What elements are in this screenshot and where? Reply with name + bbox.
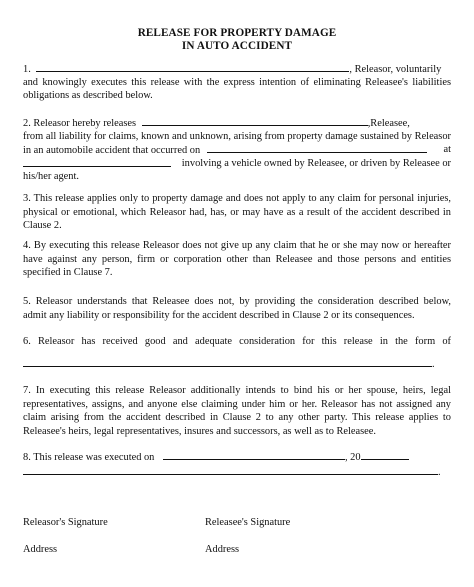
accident-location-blank[interactable] — [23, 157, 171, 167]
releasor-name-blank[interactable] — [36, 62, 349, 72]
document-title-line2: IN AUTO ACCIDENT — [181, 40, 293, 52]
clause-7 — [23, 384, 451, 438]
clause-3-text-a: 3. This release applies only to property damage and does not apply to any claim for personal injuries, — [23, 193, 451, 204]
execution-place-blank[interactable] — [23, 465, 438, 475]
clause-1-text-b: and knowingly executes this release with the express intention of eliminating Releasee's liabilities — [23, 76, 451, 88]
releasee-signature-label: Releasee's Signature — [205, 517, 291, 528]
accident-date-blank[interactable] — [207, 143, 427, 153]
clause-7-text-b: representatives, assigns, and anyone else claiming under him or her. Releasor has not assigned any — [23, 398, 451, 410]
clause-2-text-c: in an automobile accident that occurred on — [23, 145, 201, 157]
clause-4-text-c: specified in Clause 7. — [23, 267, 113, 279]
clause-8-year-prefix: , 20 — [344, 452, 361, 463]
clause-4-text-b: have against any person, firm or corporation other than Releasee and those persons and entities — [23, 253, 451, 265]
clause-2-text-d: involving a vehicle owned by Releasee, or driven by Releasee or — [181, 157, 451, 169]
execution-year-blank[interactable] — [361, 450, 409, 460]
clause-8 — [23, 450, 451, 478]
clause-5-text-b: admit any liability or responsibility for the accident described in Clause 2 or its consequences. — [23, 309, 415, 321]
clause-2-lead: 2. Releasor hereby releases — [23, 118, 137, 129]
clause-6-text-a: 6. Releasor has received good and adequate consideration for this release in the form of — [23, 336, 451, 347]
releasor-signature-label: Releasor's Signature — [23, 517, 108, 528]
clause-1-number: 1. — [23, 64, 31, 75]
execution-date-blank[interactable] — [163, 450, 345, 460]
clause-2-text-a: ,Releasee, — [367, 118, 410, 129]
clause-2 — [23, 116, 451, 184]
clause-1-text-a: , Releasor, voluntarily — [349, 64, 442, 75]
releasee-address-label: Address — [205, 544, 240, 555]
clause-4 — [23, 239, 451, 280]
clause-5 — [23, 295, 451, 322]
consideration-blank[interactable] — [23, 357, 432, 367]
clause-2-at: at — [443, 144, 451, 156]
clause-4-text-a: 4. By executing this release Releasor does not give up any claim that he or she may now or hereafter — [23, 240, 451, 251]
clause-8-end: . — [438, 466, 441, 478]
clause-8-lead: 8. This release was executed on — [23, 452, 155, 463]
clause-7-text-a: 7. In executing this release Releasor additionally intends to bind his or her spouse, heirs, legal — [23, 385, 451, 396]
document-title-line1: RELEASE FOR PROPERTY DAMAGE — [137, 27, 337, 39]
clause-2-text-e: his/her agent. — [23, 171, 79, 183]
clause-3-text-b: physical or emotional, which Releasor had, has, or may have as a result of the accident described in — [23, 206, 451, 218]
clause-3 — [23, 192, 451, 233]
clause-1-text-c: obligations as described below. — [23, 90, 153, 102]
clause-7-text-d: Releasee's heirs, legal representatives, insures and successors, as well as to Releasee. — [23, 425, 377, 437]
releasee-name-blank[interactable] — [142, 116, 368, 126]
clause-2-text-b: from all liability for claims, known and unknown, arising from property damage sustained by Releasor — [23, 130, 451, 142]
clause-7-text-c: claim arising from the accident described in Clause 2 to any other party. This release applies to — [23, 412, 451, 424]
clause-6-end: . — [432, 358, 435, 370]
clause-5-text-a: 5. Releasor understands that Releasee does not, by providing the consideration described below, — [23, 296, 451, 307]
clause-3-text-c: Clause 2. — [23, 220, 62, 232]
clause-6 — [23, 335, 451, 370]
clause-1 — [23, 62, 451, 103]
releasor-address-label: Address — [23, 544, 58, 555]
